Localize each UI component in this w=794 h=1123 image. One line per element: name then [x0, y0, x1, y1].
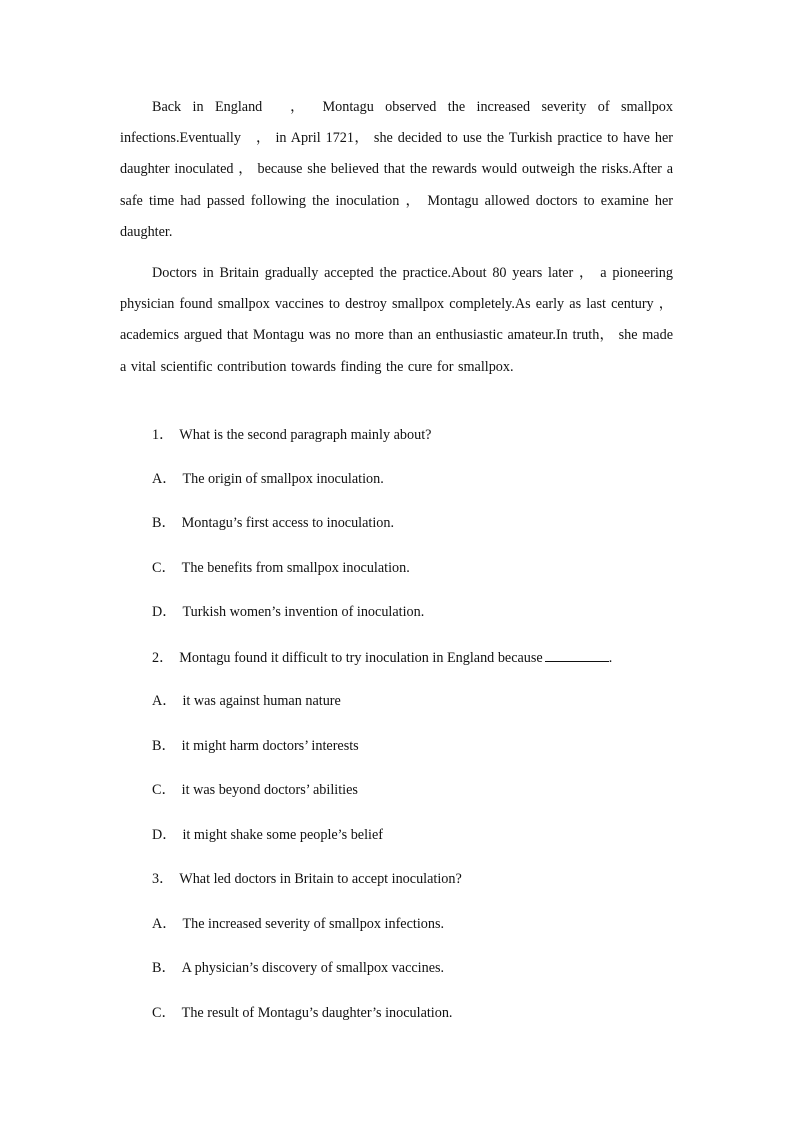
question-text: What led doctors in Britain to accept inoculation? [179, 871, 462, 887]
question-2-option-b [152, 736, 359, 756]
option-letter: B． [152, 515, 176, 531]
question-1-stem [152, 425, 431, 445]
question-number: 1． [152, 427, 174, 443]
option-text: it was against human nature [182, 693, 341, 709]
question-number: 2． [152, 650, 174, 666]
option-text: it was beyond doctors’ abilities [181, 782, 358, 798]
option-text: A physician’s discovery of smallpox vaccines. [181, 960, 445, 976]
question-3-option-b [152, 958, 444, 978]
question-3-option-a [152, 914, 444, 934]
answer-blank [545, 647, 609, 662]
question-number: 3． [152, 871, 174, 887]
option-letter: B． [152, 738, 176, 754]
option-letter: C． [152, 1005, 176, 1021]
question-1-option-c [152, 558, 410, 578]
option-text: The benefits from smallpox inoculation. [181, 560, 410, 576]
question-3-option-c [152, 1003, 452, 1023]
question-1-option-d [152, 602, 424, 622]
option-text: The increased severity of smallpox infections. [182, 916, 445, 932]
question-2-stem [152, 647, 612, 668]
option-text: Turkish women’s invention of inoculation. [182, 604, 425, 620]
option-letter: A． [152, 471, 177, 487]
option-letter: D． [152, 604, 177, 620]
option-text: The origin of smallpox inoculation. [182, 471, 384, 487]
passage-paragraph-1: Back in England ， Montagu observed the increased severity of smallpox infections.Eventually ， in April 1721， she decided to use the Turkish practice to have her daughter inoculated ， because she believed that the rewards would outweigh the risks.After a safe time had passed following the inoculation ， Montagu allowed doctors to examine her daughter. [120, 99, 673, 240]
question-text: What is the second paragraph mainly about? [179, 427, 432, 443]
question-3-stem [152, 869, 462, 889]
option-letter: D． [152, 827, 177, 843]
option-text: it might harm doctors’ interests [181, 738, 359, 754]
passage-paragraph-2: Doctors in Britain gradually accepted the practice.About 80 years later ， a pioneering physician found smallpox vaccines to destroy smallpox completely.As early as last century ， academics argued that Montagu was no more than an enthusiastic amateur.In truth， she made a vital scientific contribution towards finding the cure for smallpox. [120, 265, 673, 375]
question-2-option-d [152, 825, 383, 845]
option-text: it might shake some people’s belief [182, 827, 383, 843]
question-2-option-a [152, 691, 341, 711]
option-letter: C． [152, 782, 176, 798]
option-text: Montagu’s first access to inoculation. [181, 515, 395, 531]
option-letter: B． [152, 960, 176, 976]
question-1-option-a [152, 469, 384, 489]
question-1-option-b [152, 513, 394, 533]
question-stem-end: . [608, 650, 613, 666]
option-letter: A． [152, 693, 177, 709]
option-letter: A． [152, 916, 177, 932]
option-letter: C． [152, 560, 176, 576]
option-text: The result of Montagu’s daughter’s inoculation. [181, 1005, 453, 1021]
question-text: Montagu found it difficult to try inoculation in England because [179, 650, 543, 666]
question-2-option-c [152, 780, 358, 800]
